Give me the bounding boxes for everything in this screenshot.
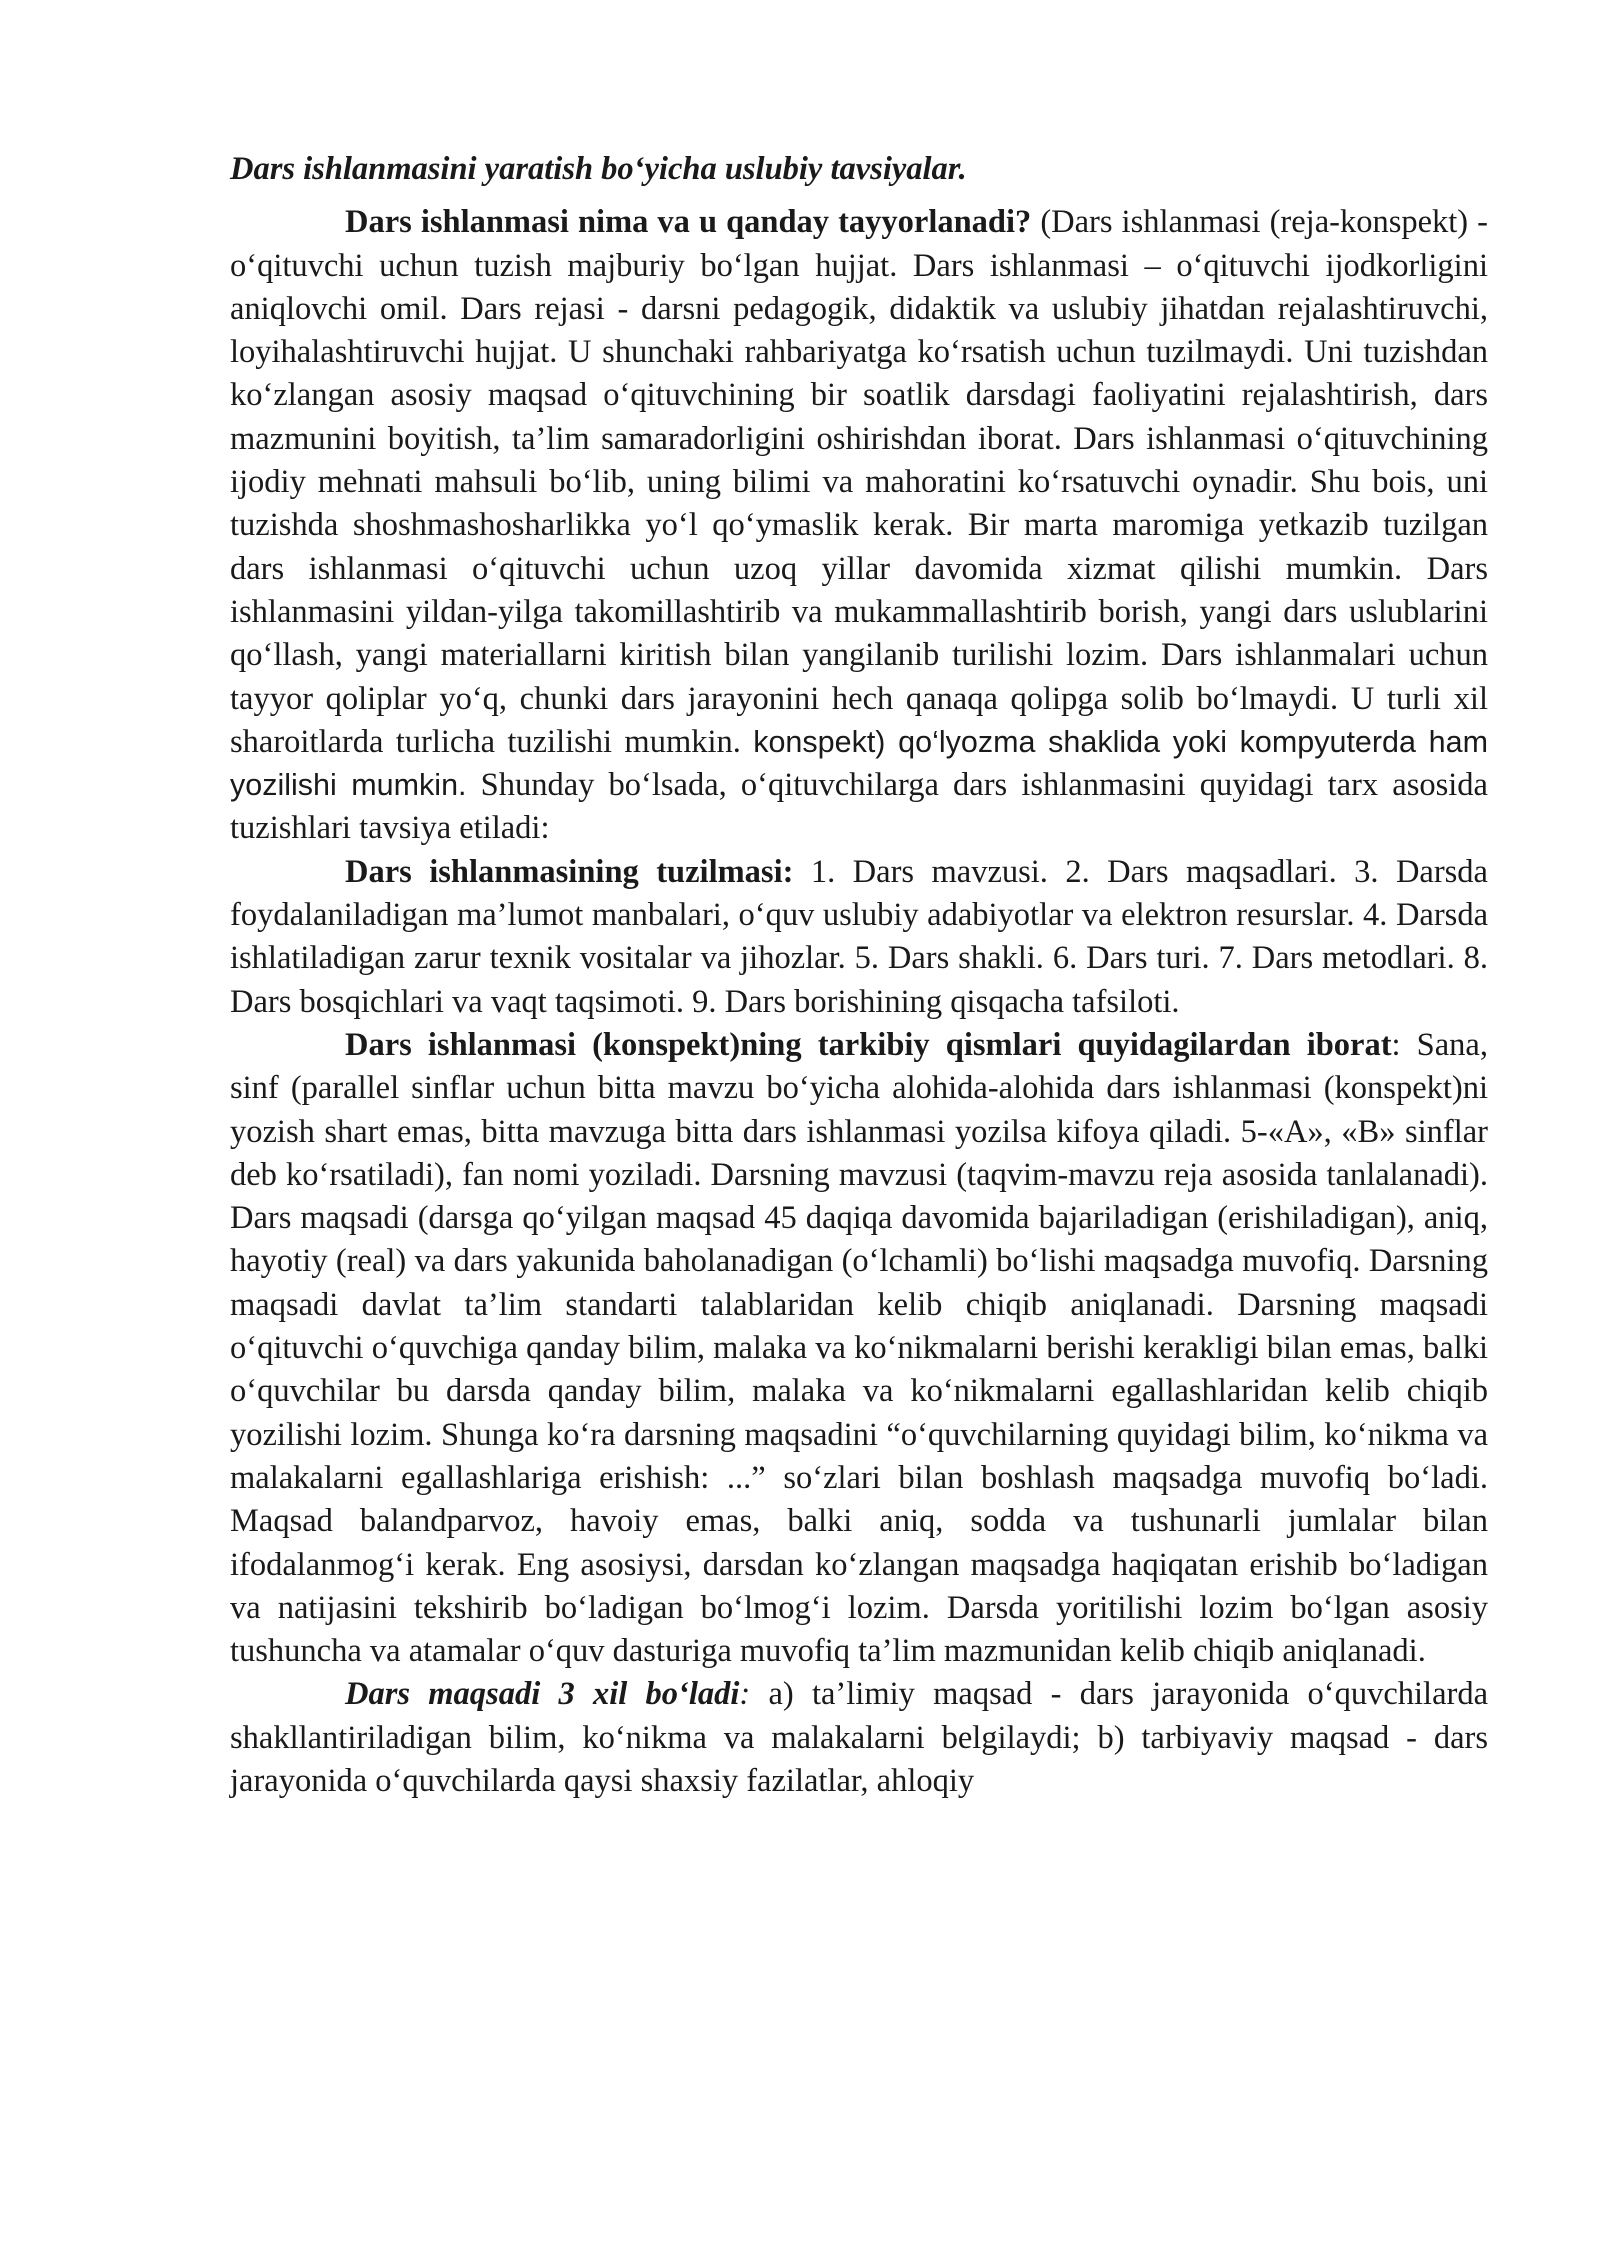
document-page xyxy=(230,148,1488,1803)
paragraph-definition-text: (Dars ishlanmasi (reja-konspekt) - o‘qituvchi uchun tuzish majburiy bo‘lgan hujjat. Dars ishlanmasi – o‘qituvchi ijodkorligini aniqlovchi omil. Dars rejasi - darsni pedagogik, didaktik va uslubiy jihatdan rejalashtiruvchi, loyihalashtiruvchi hujjat. U shunchaki rahbariyatga ko‘rsatish uchun tuzilmaydi. Uni tuzishdan ko‘zlangan asosiy maqsad o‘qituvchining bir soatlik darsdagi faoliyatini rejalashtirish, dars mazmunini boyitish, ta’lim samaradorligini oshirishdan iborat. Dars ishlanmasi o‘qituvchining ijodiy mehnati mahsuli bo‘lib, uning bilimi va mahoratini ko‘rsatuvchi oynadir. Shu bois, uni tuzishda shoshmashosharlikka yo‘l qo‘ymaslik kerak. Bir marta maromiga yetkazib tuzilgan dars ishlanmasi o‘qituvchi uchun uzoq yillar davomida xizmat qilishi mumkin. Dars ishlanmasini yildan-yilga takomillashtirib va mukammallashtirib borish, yangi dars uslublarini qo‘llash, yangi materiallarni kiritish bilan yangilanib turilishi lozim. Dars ishlanmalari uchun tayyor qoliplar yo‘q, chunki dars jarayonini hech qanaqa qolipga solib bo‘lmaydi. U turli xil sharoitlarda turlicha tuzilishi mumkin. xyxy=(230,204,1488,760)
paragraph-components xyxy=(230,1024,1488,1673)
paragraph-components-text: : Sana, sinf (parallel sinflar uchun bitta mavzu bo‘yicha alohida-alohida dars ishlanmasi (konspekt)ni yozish shart emas, bitta mavzuga bitta dars ishlanmasi yozilsa kifoya qiladi. 5-«A», «B» sinflar deb ko‘rsatiladi), fan nomi yoziladi. Darsning mavzusi (taqvim-mavzu reja asosida tanlalanadi). Dars maqsadi (darsga qo‘yilgan maqsad 45 daqiqa davomida bajariladigan (erishiladigan), aniq, hayotiy (real) va dars yakunida baholanadigan (o‘lchamli) bo‘lishi maqsadga muvofiq. Darsning maqsadi davlat ta’lim standarti talablaridan kelib chiqib aniqlanadi. Darsning maqsadi o‘qituvchi o‘quvchiga qanday bilim, malaka va ko‘nikmalarni berishi kerakligi bilan emas, balki o‘quvchilar bu darsda qanday bilim, malaka va ko‘nikmalarni egallashlaridan kelib chiqib yozilishi lozim. Shunga ko‘ra darsning maqsadini “o‘quvchilarning quyidagi bilim, ko‘nikma va malakalarni egallashlariga erishish: ...” so‘zlari bilan boshlash maqsadga muvofiq bo‘ladi. Maqsad balandparvoz, havoiy emas, balki aniq, sodda va tushunarli jumlalar bilan ifodalanmog‘i kerak. Eng asosiysi, darsdan ko‘zlangan maqsadga haqiqatan erishib bo‘ladigan va natijasini tekshirib bo‘ladigan bo‘lmog‘i lozim. Darsda yoritilishi lozim bo‘lgan asosiy tushuncha va atamalar o‘quv dasturiga muvofiq ta’lim mazmunidan kelib chiqib aniqlanadi. xyxy=(230,1026,1488,1670)
paragraph-goals-heading: Dars maqsadi 3 xil bo‘ladi xyxy=(345,1676,740,1713)
paragraph-structure-heading: Dars ishlanmasining tuzilmasi: xyxy=(345,853,794,890)
paragraph-definition-sans-text: konspekt) qo‘lyozma shaklida yoki kompyuterda ham yozilishi mumkin. xyxy=(230,724,1488,803)
paragraph-goals xyxy=(230,1673,1488,1803)
paragraph-definition-text-end: Shunday bo‘lsada, o‘qituvchilarga dars ishlanmasini quyidagi tarx asosida tuzishlari tavsiya etiladi: xyxy=(230,767,1488,847)
paragraph-goals-text: a) ta’limiy maqsad - dars jarayonida o‘quvchilarda shakllantiriladigan bilim, ko‘nikma va malakalarni belgilaydi; b) tarbiyaviy maqsad - dars jarayonida o‘quvchilarda qaysi shaxsiy fazilatlar, ahloqiy xyxy=(230,1676,1488,1799)
paragraph-goals-colon: : xyxy=(739,1676,751,1713)
paragraph-definition xyxy=(230,201,1488,850)
paragraph-structure-text: 1. Dars mavzusi. 2. Dars maqsadlari. 3. Darsda foydalaniladigan ma’lumot manbalari, o‘quv uslubiy adabiyotlar va elektron resurslar. 4. Darsda ishlatiladigan zarur texnik vositalar va jihozlar. 5. Dars shakli. 6. Dars turi. 7. Dars metodlari. 8. Dars bosqichlari va vaqt taqsimoti. 9. Dars borishining qisqacha tafsiloti. xyxy=(230,853,1488,1020)
document-title: Dars ishlanmasini yaratish bo‘yicha uslubiy tavsiyalar. xyxy=(230,151,967,187)
paragraph-definition-heading: Dars ishlanmasi nima va u qanday tayyorlanadi? xyxy=(345,204,1032,241)
paragraph-components-heading: Dars ishlanmasi (konspekt)ning tarkibiy qismlari quyidagilardan iborat xyxy=(345,1026,1392,1063)
paragraph-structure xyxy=(230,851,1488,1024)
